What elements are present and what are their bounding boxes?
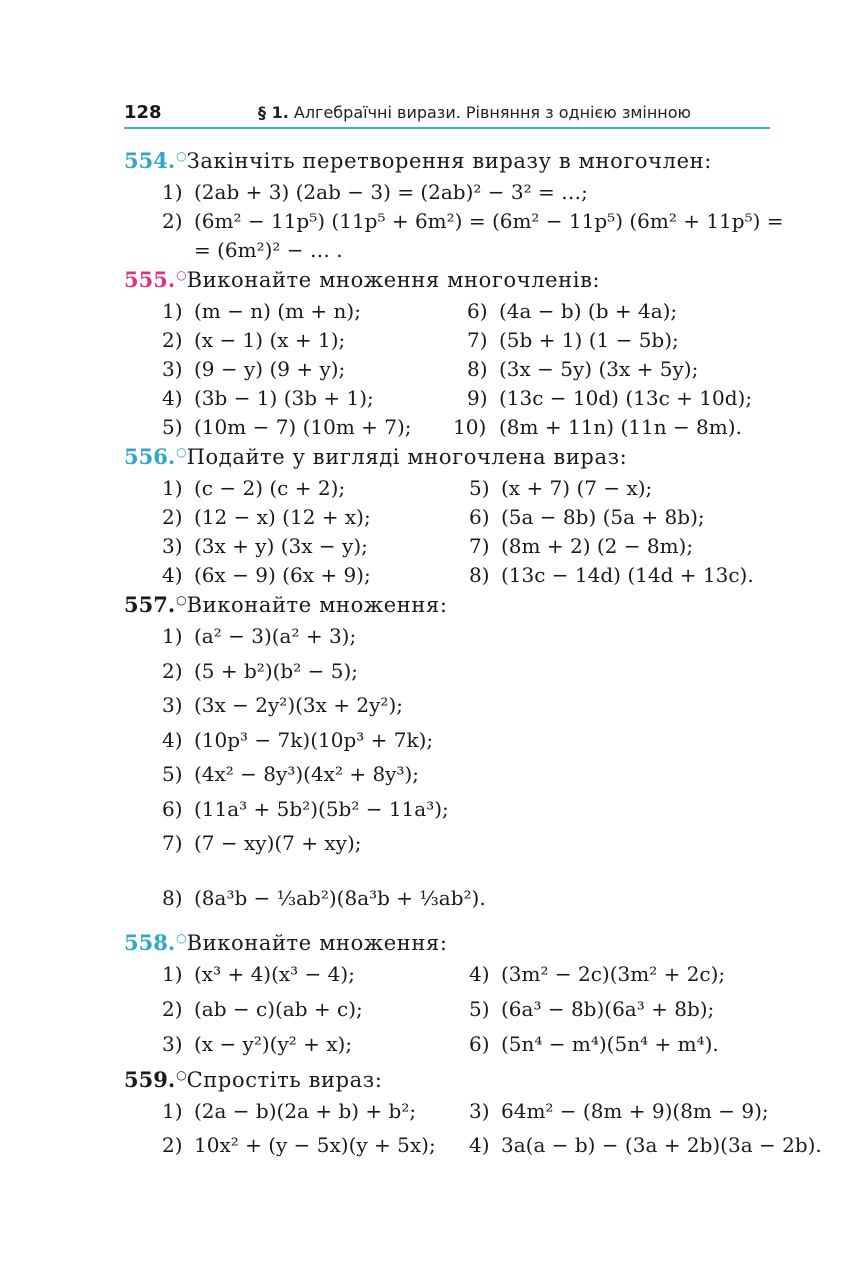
task-number: 559.○ <box>124 1066 187 1092</box>
list-item: 4) (3b − 1) (3b + 1); <box>162 386 374 410</box>
section-title: Алгебраїчні вирази. Рівняння з однією змінною <box>293 103 692 122</box>
section-mark: § 1. <box>258 103 289 122</box>
task-number: 557.○ <box>124 592 187 617</box>
list-item: 8) (8a³b − ⅓ab²)(8a³b + ⅓ab²). <box>162 885 486 910</box>
list-item: = (6m²)² − … . <box>194 238 343 262</box>
list-item: 1) (m − n) (m + n); <box>162 299 361 323</box>
list-item: 6) (4a − b) (b + 4a); <box>467 299 678 323</box>
list-item: 3) (3x + y) (3x − y); <box>162 534 368 558</box>
list-item: 2) (6m² − 11p⁵) (11p⁵ + 6m²) = (6m² − 11p⁵) (6m² + 11p⁵) = <box>162 209 784 233</box>
list-item: 2) (ab − c)(ab + c); <box>162 996 363 1021</box>
list-item: 10) (8m + 11n) (11n − 8m). <box>453 415 742 439</box>
two-column-items <box>162 962 784 1067</box>
task-556 <box>124 444 784 592</box>
task-title: Виконайте множення: <box>186 593 448 617</box>
list-item: 4) (6x − 9) (6x + 9); <box>162 563 371 587</box>
list-item: 3) (9 − y) (9 + y); <box>162 357 346 381</box>
list-item: 1) (2ab + 3) (2ab − 3) = (2ab)² − 3² = …; <box>162 180 588 204</box>
two-column-items <box>162 476 784 592</box>
list-item: 4) (3m² − 2c)(3m² + 2c); <box>469 961 726 986</box>
list-item: 1) (c − 2) (c + 2); <box>162 476 346 500</box>
task-title: Закінчіть перетворення виразу в многочлен: <box>186 149 712 173</box>
task-number: 558.○ <box>124 929 187 955</box>
list-item: 3) 64m² − (8m + 9)(8m − 9); <box>469 1098 769 1123</box>
list-item: 9) (13c − 10d) (13c + 10d); <box>467 386 753 410</box>
list-item: 2) 10x² + (y − 5x)(y + 5x); <box>162 1132 436 1157</box>
list-item: 2) (x − 1) (x + 1); <box>162 328 346 352</box>
list-item: 5) (6a³ − 8b)(6a³ + 8b); <box>469 996 715 1021</box>
list-item: 1) (x³ + 4)(x³ − 4); <box>162 961 355 986</box>
exercise-list <box>124 148 822 1167</box>
list-item: 6) (11a³ + 5b²)(5b² − 11a³); <box>162 796 449 821</box>
task-559 <box>124 1066 822 1167</box>
two-column-items <box>162 1098 822 1167</box>
page-number: 128 <box>124 102 162 123</box>
running-header <box>258 103 691 122</box>
list-item: 8) (13c − 14d) (14d + 13c). <box>469 563 754 587</box>
list-item: 3) (x − y²)(y² + x); <box>162 1031 353 1056</box>
task-555 <box>124 267 784 444</box>
two-column-items <box>162 299 784 444</box>
task-number: 554.○ <box>124 148 187 173</box>
list-item: 3) (3x − 2y²)(3x + 2y²); <box>162 693 403 717</box>
list-item: 1) (2a − b)(2a + b) + b²; <box>162 1098 417 1123</box>
list-item: 5) (4x² − 8y³)(4x² + 8y³); <box>162 762 420 786</box>
list-item: 2) (5 + b²)(b² − 5); <box>162 658 358 683</box>
task-title: Виконайте множення многочленів: <box>186 268 601 292</box>
list-item: 6) (5a − 8b) (5a + 8b); <box>469 505 705 529</box>
list-item: 8) (3x − 5y) (3x + 5y); <box>467 357 699 381</box>
page-header <box>124 100 770 128</box>
header-rule <box>124 127 770 129</box>
list-item: 7) (8m + 2) (2 − 8m); <box>469 534 694 558</box>
list-item: 1) (a² − 3)(a² + 3); <box>162 624 357 648</box>
list-item: 7) (7 − xy)(7 + xy); <box>162 831 362 855</box>
task-number: 556.○ <box>124 444 187 469</box>
task-557 <box>124 592 784 930</box>
list-item: 7) (5b + 1) (1 − 5b); <box>467 328 679 352</box>
one-column-items <box>162 624 784 930</box>
task-title: Спростіть вираз: <box>186 1067 383 1092</box>
list-item: 5) (10m − 7) (10m + 7); <box>162 415 412 439</box>
task-554 <box>124 148 784 267</box>
task-558 <box>124 930 784 1067</box>
task-title: Подайте у вигляді многочлена вираз: <box>186 445 628 469</box>
list-item: 4) (10p³ − 7k)(10p³ + 7k); <box>162 727 434 752</box>
list-item: 6) (5n⁴ − m⁴)(5n⁴ + m⁴). <box>469 1031 719 1056</box>
list-item: 5) (x + 7) (7 − x); <box>469 476 653 500</box>
task-title: Виконайте множення: <box>186 930 448 955</box>
list-item: 4) 3a(a − b) − (3a + 2b)(3a − 2b). <box>469 1132 822 1157</box>
task-number: 555.○ <box>124 267 187 292</box>
list-item: 2) (12 − x) (12 + x); <box>162 505 371 529</box>
